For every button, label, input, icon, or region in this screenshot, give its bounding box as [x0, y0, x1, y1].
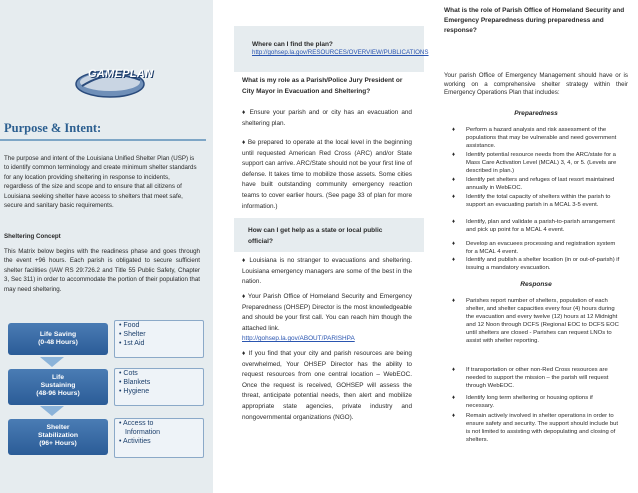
list-item: • Food [119, 322, 140, 329]
where-title: Where can I find the plan? [252, 41, 333, 48]
list-item: • Cots [119, 370, 138, 377]
tier-line: (48-96 Hours) [36, 390, 80, 397]
plan-link[interactable]: http://gohsep.la.gov/RESOURCES/OVERVIEW/PUBLICATIONS [252, 49, 429, 56]
list-item: Information [125, 429, 161, 436]
list-item: • Blankets [119, 379, 151, 386]
tier-line: (96+ Hours) [39, 440, 77, 447]
help-title: How can I get help as a state or local public official? [248, 227, 383, 245]
tier-line: Life Saving [39, 331, 77, 338]
tier-life-saving [8, 323, 108, 355]
tier-shelter-stabilization [8, 419, 108, 455]
ohsep-intro: Your parish Office of Emergency Management should have or is working on a comprehensive shelter strategy within their Emergency Operations Plan that includes: [444, 72, 628, 97]
down-arrow-icon [40, 406, 64, 416]
logo-text: GAMEPLAN [88, 68, 154, 80]
preparedness-heading: Preparedness [514, 110, 558, 117]
response-heading: Response [520, 281, 552, 288]
tier-life-sustaining [8, 369, 108, 405]
tier-items-life-sustaining [114, 368, 204, 406]
tier-items-shelter-stabilization [114, 418, 204, 458]
list-item: • 1st Aid [119, 340, 145, 347]
tier-line: (0-48 Hours) [38, 339, 78, 346]
help-paragraph-3: ♦ If you find that your city and parish resources are being overwhelmed, Your OHSEP Director has the ability to request resources from one central location – WebEOC. Once the request is received, GOHSEP will assess the threat, anticipate potential needs, then alert and mobilize appropriate state agencies, private industry and nongovernmental organizations (NGO). [242, 350, 412, 421]
concept-body: This Matrix below begins with the readiness phase and goes through the event +96 hours. Each parish is obligated to secure sufficient shelter facilities (IAW RS 29:726.2 and Title 55 Public Safety, Chapter 3, Sec 311) in order to accommodate the portion of their population that may need sheltering. [4, 248, 200, 293]
list-item: • Hygiene [119, 388, 150, 395]
help-paragraph-2: ♦ Your Parish Office of Homeland Security and Emergency Preparedness (OHSEP) Director is the most knowledgeable and should be your first call. You can reach him though the attached link. [242, 293, 412, 332]
purpose-body: The purpose and intent of the Louisiana Unified Shelter Plan (USP) is to identify common terminology and create minimum shelter standards for any location providing sheltering in response to incidents, regardless of the size and scope and to ensure that all citizens of Louisiana seeking shelter have access to shelters that meet safe, secure and sanitary basic requirements. [4, 155, 197, 210]
purpose-title: Purpose & Intent: [4, 121, 102, 135]
role-title: What is my role as a Parish/Police Jury President or City Mayor in Evacuation and Sheltering? [242, 77, 403, 95]
tier-items-life-saving [114, 320, 204, 358]
list-item: • Access to [119, 420, 154, 427]
list-item: • Shelter [119, 331, 146, 338]
role-paragraph-2: ♦ Be prepared to operate at the local level in the beginning until requested American Red Cross (ARC) and/or State support can arrive. ARC/State should not be your first line of defense. It takes time to mobilize those assets. Some cities have built outstanding community emergency reaction teams to cover earlier hours. (See page 33 of plan for more information.) [242, 139, 412, 210]
tier-line: Sustaining [40, 382, 76, 389]
tier-line: Shelter [46, 424, 70, 431]
parish-link[interactable]: http://gohsep.la.gov/ABOUT/PARISHPA [242, 335, 355, 342]
tier-line: Life [51, 374, 65, 381]
concept-title: Sheltering Concept [4, 233, 61, 240]
help-paragraph-1: ♦ Louisiana is no stranger to evacuations and sheltering. Louisiana emergency managers are some of the best in the nation. [242, 257, 412, 286]
list-item: • Activities [119, 438, 151, 445]
ohsep-role-title: What is the role of Parish Office of Homeland Security and Emergency Preparedness during preparedness and response? [444, 7, 625, 34]
tier-line: Stabilization [37, 432, 79, 439]
down-arrow-icon [40, 357, 64, 367]
role-paragraph-1: ♦ Ensure your parish and or city has an evacuation and sheltering plan. [242, 109, 412, 127]
title-rule [0, 139, 206, 141]
